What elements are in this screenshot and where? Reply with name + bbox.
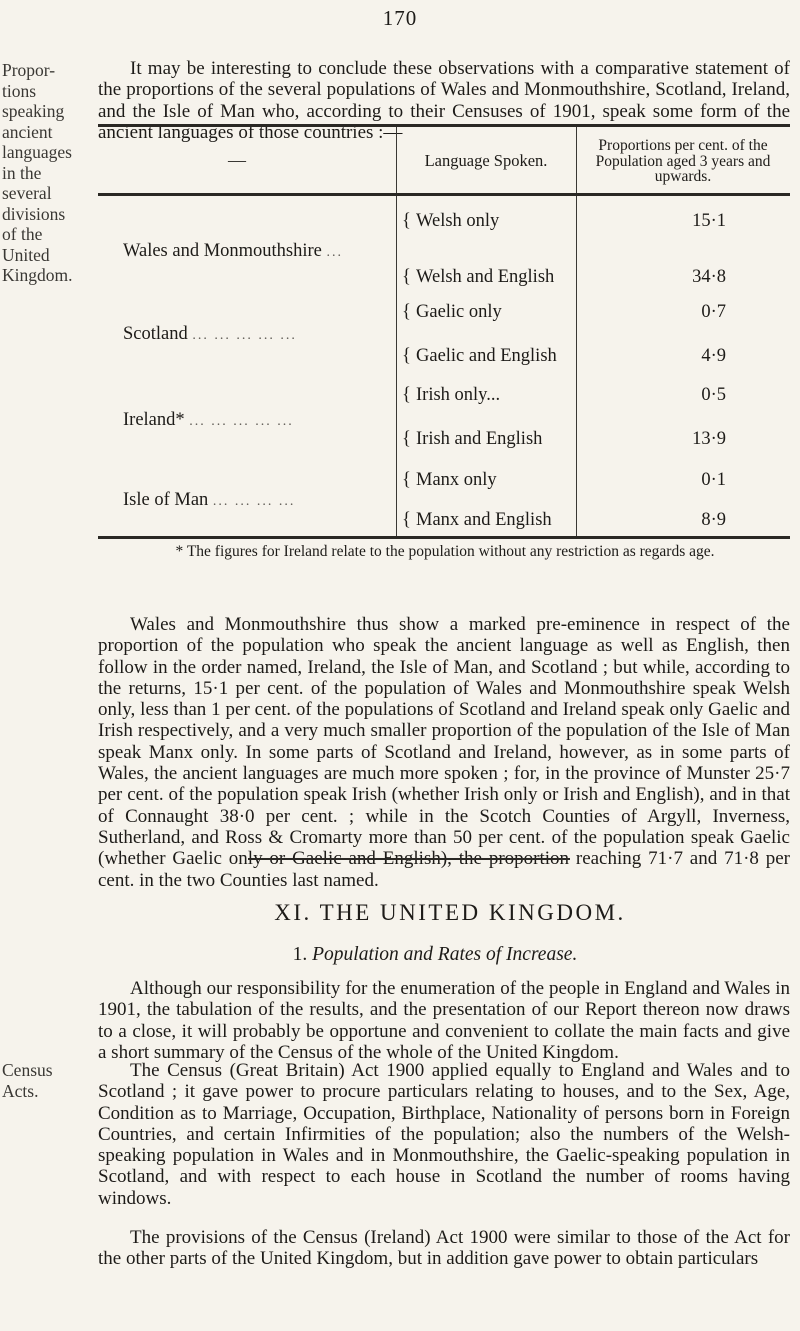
table-cell-value: 0·1: [701, 470, 726, 490]
table-cell-value: 15·1: [692, 211, 726, 231]
languages-table: [98, 124, 790, 539]
table-row-language: { Manx and English: [402, 510, 552, 530]
section-heading: XI. THE UNITED KINGDOM.: [274, 900, 626, 925]
table-row-language: { Welsh only: [402, 211, 500, 231]
table-header-region: —: [228, 150, 246, 170]
region-label: Wales and Monmouthshire: [123, 241, 322, 261]
table-header-proportion: Proportions per cent. of the Population aged 3 years and upwards.: [595, 137, 771, 185]
page-number: 170: [382, 6, 418, 30]
leader-dots: ...: [326, 245, 344, 260]
table-cell-value: 0·7: [701, 302, 726, 322]
leader-dots: ... ... ... ...: [212, 494, 296, 509]
table-row-language: { Gaelic and English: [402, 346, 557, 366]
table-region: [123, 490, 295, 511]
table-footnote: * The figures for Ireland relate to the population without any restriction as regards age.: [175, 543, 715, 560]
leader-dots: ... ... ... ... ...: [192, 328, 297, 343]
region-label: Isle of Man: [123, 490, 209, 510]
table-header-rule: [98, 193, 790, 196]
language-label: Manx only: [416, 470, 497, 490]
table-row-language: { Gaelic only: [402, 302, 502, 322]
language-label: Irish only...: [416, 385, 501, 405]
table-row-language: { Irish and English: [402, 429, 543, 449]
subheading: [0, 944, 800, 966]
section-divider: [248, 858, 570, 860]
language-label: Manx and English: [416, 510, 552, 530]
table-cell-value: 34·8: [692, 267, 726, 287]
table-row-language: { Manx only: [402, 470, 497, 490]
ireland-paragraph: The provisions of the Census (Ireland) Act 1900 were similar to those of the Act for the other parts of the United Kingdom, but in addition gave power to obtain particulars: [98, 1227, 790, 1270]
intro-paragraph: It may be interesting to conclude these observations with a comparative statement of the proportions of the several populations of Wales and Monmouthshire, Scotland, Ireland, and the Isle of Man who, according to their Censuses of 1901, speak some form of the ancient languages of those countries :—: [98, 58, 790, 143]
table-region: [123, 241, 343, 262]
table-column-divider: [396, 127, 397, 536]
census-paragraph: The Census (Great Britain) Act 1900 applied equally to England and Wales and to Scotland ; it gave power to procure particulars relating to houses, and to the Sex, Age, Condition as to Marriage, Occupation, Birthplace, Nationality of persons born in Foreign Countries, and certain Infirmities of the population; also the numbers of the Welsh-speaking population in Wales and in Monmouthshire, the Gaelic-speaking population in Scotland, and with respect to each house in Scotland the number of rooms having windows.: [98, 1060, 790, 1209]
table-cell-value: 8·9: [701, 510, 726, 530]
table-cell-value: 4·9: [701, 346, 726, 366]
subheading-number: 1.: [292, 944, 308, 965]
language-label: Irish and English: [416, 429, 543, 449]
language-label: Welsh and English: [416, 267, 555, 287]
region-label: Scotland: [123, 324, 188, 344]
although-paragraph: Although our responsibility for the enumeration of the people in England and Wales in 1901, the tabulation of the results, and the presentation of our Report thereon now draws to a close, it will probably be opportune and convenient to collate the main facts and give a short summary of the Census of the whole of the United Kingdom.: [98, 978, 790, 1063]
language-label: Gaelic only: [416, 302, 502, 322]
table-region: [123, 324, 297, 345]
language-label: Gaelic and English: [416, 346, 557, 366]
margin-note-languages: Propor-tions speaking ancient languages in the several divisions of the United Kingdom.: [2, 60, 73, 285]
table-header-language: Language Spoken.: [424, 151, 548, 170]
language-label: Welsh only: [416, 211, 500, 231]
leader-dots: ... ... ... ... ...: [189, 414, 294, 429]
wales-paragraph: Wales and Monmouthshire thus show a marked pre-eminence in respect of the proportion of the population who speak the ancient language as well as English, then follow in the order named, Ireland, the Isle of Man, and Scotland ; but while, according to the returns, 15·1 per cent. of the population of Wales and Monmouthshire speak Welsh only, less than 1 per cent. of the populations of Scotland and Ireland speak only Gaelic and Irish respectively, and a very much smaller proportion of the population of the Isle of Man speak Manx only. In some parts of Scotland and Ireland, however, as in some parts of Wales, the ancient languages are much more spoken ; for, in the province of Munster 25·7 per cent. of the population speak Irish (whether Irish only or Irish and English), and in that of Connaught 38·0 per cent. ; while in the Scotch Counties of Argyll, Inverness, Sutherland, and Ross & Cromarty more than 50 per cent. of the population speak Gaelic (whether Gaelic only or Gaelic and English), the proportion reaching 71·7 and 71·8 per cent. in the two Counties last named.: [98, 614, 790, 891]
table-cell-value: 0·5: [701, 385, 726, 405]
region-label: Ireland*: [123, 410, 185, 430]
table-cell-value: 13·9: [692, 429, 726, 449]
table-region: [123, 410, 294, 431]
subheading-title: Population and Rates of Increase.: [312, 944, 578, 965]
table-row-language: { Irish only...: [402, 385, 501, 405]
table-row-language: { Welsh and English: [402, 267, 555, 287]
margin-note-census-acts: Census Acts.: [2, 1060, 53, 1101]
